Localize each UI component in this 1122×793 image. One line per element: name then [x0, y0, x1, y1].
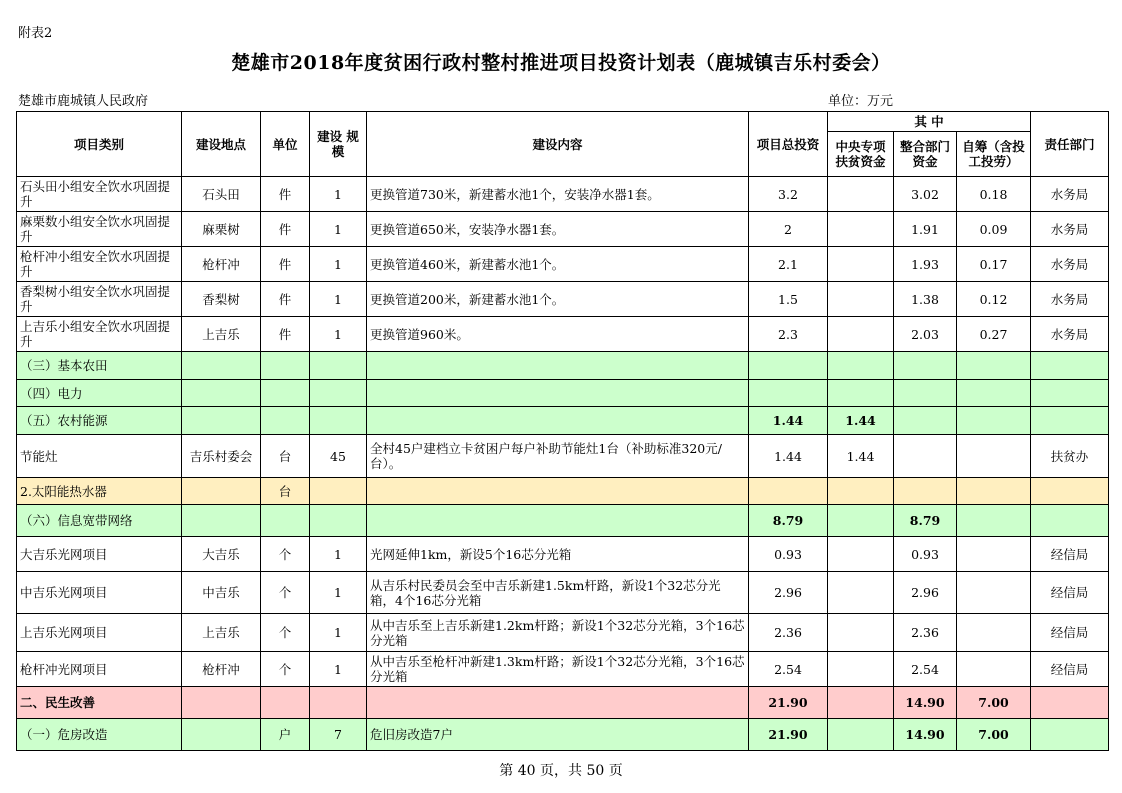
- cell-dept: 经信局: [1031, 537, 1109, 572]
- cell-category: （五）农村能源: [17, 407, 182, 435]
- cell-unit: 件: [261, 212, 310, 247]
- header-of-which: 其 中: [828, 112, 1031, 132]
- cell-scale: [310, 352, 367, 380]
- cell-central: [828, 177, 894, 212]
- cell-unit: 个: [261, 572, 310, 614]
- cell-unit: 件: [261, 282, 310, 317]
- cell-unit: 件: [261, 247, 310, 282]
- cell-scale: 1: [310, 652, 367, 687]
- cell-content: 从中吉乐至上吉乐新建1.2km杆路；新设1个32芯分光箱，3个16芯分光箱: [367, 614, 749, 652]
- cell-integrated: 2.36: [894, 614, 957, 652]
- cell-total: 21.90: [749, 719, 828, 751]
- cell-category: 中吉乐光网项目: [17, 572, 182, 614]
- cell-self: 0.12: [957, 282, 1031, 317]
- cell-content: 更换管道960米。: [367, 317, 749, 352]
- cell-location: [182, 352, 261, 380]
- cell-self: [957, 614, 1031, 652]
- cell-category: 大吉乐光网项目: [17, 537, 182, 572]
- cell-dept: 水务局: [1031, 282, 1109, 317]
- cell-location: 上吉乐: [182, 614, 261, 652]
- cell-location: 中吉乐: [182, 572, 261, 614]
- cell-integrated: [894, 478, 957, 505]
- header-dept: 责任部门: [1031, 112, 1109, 177]
- cell-integrated: 2.96: [894, 572, 957, 614]
- cell-scale: 1: [310, 177, 367, 212]
- cell-self: 0.17: [957, 247, 1031, 282]
- cell-central: [828, 212, 894, 247]
- cell-location: 香梨树: [182, 282, 261, 317]
- table-row: [17, 177, 1109, 212]
- cell-total: [749, 380, 828, 407]
- header-content: 建设内容: [367, 112, 749, 177]
- cell-integrated: 2.03: [894, 317, 957, 352]
- cell-category: 枪杆冲光网项目: [17, 652, 182, 687]
- cell-total: 1.44: [749, 407, 828, 435]
- table-row: [17, 247, 1109, 282]
- cell-integrated: 2.54: [894, 652, 957, 687]
- header-integrated-fund: 整合部门资金: [894, 132, 957, 177]
- cell-self: [957, 407, 1031, 435]
- table-row: [17, 212, 1109, 247]
- cell-location: 上吉乐: [182, 317, 261, 352]
- cell-central: [828, 505, 894, 537]
- cell-dept: 经信局: [1031, 614, 1109, 652]
- cell-integrated: 1.91: [894, 212, 957, 247]
- cell-self: 0.09: [957, 212, 1031, 247]
- cell-scale: 1: [310, 282, 367, 317]
- cell-location: 麻栗树: [182, 212, 261, 247]
- cell-self: 0.18: [957, 177, 1031, 212]
- table-row: [17, 652, 1109, 687]
- table-row: [17, 572, 1109, 614]
- cell-location: 大吉乐: [182, 537, 261, 572]
- cell-scale: [310, 407, 367, 435]
- cell-integrated: 14.90: [894, 687, 957, 719]
- cell-self: 0.27: [957, 317, 1031, 352]
- cell-content: 危旧房改造7户: [367, 719, 749, 751]
- cell-total: 2.96: [749, 572, 828, 614]
- cell-integrated: [894, 380, 957, 407]
- cell-scale: [310, 505, 367, 537]
- cell-scale: 1: [310, 537, 367, 572]
- cell-central: [828, 317, 894, 352]
- table-row: [17, 687, 1109, 719]
- header-unit: 单位: [261, 112, 310, 177]
- cell-location: [182, 407, 261, 435]
- cell-central: [828, 247, 894, 282]
- table-row: [17, 282, 1109, 317]
- cell-scale: [310, 478, 367, 505]
- cell-category: （六）信息宽带网络: [17, 505, 182, 537]
- table-row: [17, 380, 1109, 407]
- table-row: [17, 317, 1109, 352]
- organization-name: 楚雄市鹿城镇人民政府: [18, 94, 149, 109]
- cell-dept: 扶贫办: [1031, 435, 1109, 478]
- cell-dept: [1031, 352, 1109, 380]
- cell-integrated: 0.93: [894, 537, 957, 572]
- cell-content: 从吉乐村民委员会至中吉乐新建1.5km杆路，新设1个32芯分光箱，4个16芯分光箱: [367, 572, 749, 614]
- header-central-fund: 中央专项扶贫资金: [828, 132, 894, 177]
- cell-dept: 水务局: [1031, 177, 1109, 212]
- cell-unit: 台: [261, 478, 310, 505]
- cell-unit: [261, 505, 310, 537]
- cell-self: 7.00: [957, 687, 1031, 719]
- cell-total: 21.90: [749, 687, 828, 719]
- cell-content: [367, 352, 749, 380]
- cell-self: [957, 572, 1031, 614]
- cell-dept: 水务局: [1031, 247, 1109, 282]
- cell-total: 2: [749, 212, 828, 247]
- cell-category: 香梨树小组安全饮水巩固提升: [17, 282, 182, 317]
- cell-self: [957, 435, 1031, 478]
- cell-category: 节能灶: [17, 435, 182, 478]
- cell-scale: 1: [310, 572, 367, 614]
- cell-location: [182, 687, 261, 719]
- cell-unit: 件: [261, 177, 310, 212]
- cell-scale: 1: [310, 317, 367, 352]
- cell-self: [957, 652, 1031, 687]
- cell-category: 麻栗数小组安全饮水巩固提升: [17, 212, 182, 247]
- cell-central: [828, 352, 894, 380]
- cell-total: 0.93: [749, 537, 828, 572]
- cell-total: 8.79: [749, 505, 828, 537]
- cell-location: [182, 505, 261, 537]
- cell-unit: [261, 380, 310, 407]
- cell-unit: 户: [261, 719, 310, 751]
- cell-dept: [1031, 407, 1109, 435]
- cell-content: 更换管道730米，新建蓄水池1个，安装净水器1套。: [367, 177, 749, 212]
- cell-content: 从中吉乐至枪杆冲新建1.3km杆路；新设1个32芯分光箱，3个16芯分光箱: [367, 652, 749, 687]
- cell-category: 上吉乐小组安全饮水巩固提升: [17, 317, 182, 352]
- cell-location: [182, 478, 261, 505]
- cell-integrated: 1.93: [894, 247, 957, 282]
- cell-self: [957, 478, 1031, 505]
- cell-content: 全村45户建档立卡贫困户每户补助节能灶1台（补助标准320元/台）。: [367, 435, 749, 478]
- page-footer: 第 40 页，共 50 页: [499, 763, 623, 779]
- cell-unit: 个: [261, 652, 310, 687]
- cell-unit: [261, 407, 310, 435]
- cell-scale: [310, 380, 367, 407]
- cell-central: [828, 478, 894, 505]
- cell-integrated: [894, 407, 957, 435]
- cell-unit: [261, 687, 310, 719]
- table-row: [17, 719, 1109, 751]
- cell-central: [828, 687, 894, 719]
- table-row: [17, 614, 1109, 652]
- cell-content: [367, 505, 749, 537]
- cell-self: [957, 505, 1031, 537]
- cell-category: （四）电力: [17, 380, 182, 407]
- cell-content: [367, 687, 749, 719]
- header-scale: 建设 规模: [310, 112, 367, 177]
- cell-content: [367, 407, 749, 435]
- cell-dept: 经信局: [1031, 652, 1109, 687]
- cell-unit: 个: [261, 537, 310, 572]
- cell-central: 1.44: [828, 435, 894, 478]
- cell-dept: [1031, 719, 1109, 751]
- cell-category: 石头田小组安全饮水巩固提升: [17, 177, 182, 212]
- annex-label: 附表2: [18, 26, 53, 41]
- cell-integrated: 8.79: [894, 505, 957, 537]
- cell-central: [828, 614, 894, 652]
- cell-integrated: 14.90: [894, 719, 957, 751]
- cell-scale: [310, 687, 367, 719]
- cell-self: 7.00: [957, 719, 1031, 751]
- cell-unit: 件: [261, 317, 310, 352]
- cell-dept: [1031, 380, 1109, 407]
- cell-total: 2.1: [749, 247, 828, 282]
- cell-total: 2.3: [749, 317, 828, 352]
- cell-scale: 45: [310, 435, 367, 478]
- cell-category: （三）基本农田: [17, 352, 182, 380]
- cell-self: [957, 537, 1031, 572]
- cell-category: （一）危房改造: [17, 719, 182, 751]
- cell-content: 更换管道200米，新建蓄水池1个。: [367, 282, 749, 317]
- page-title: 楚雄市2018年度贫困行政村整村推进项目投资计划表（鹿城镇吉乐村委会）: [231, 52, 891, 74]
- cell-self: [957, 380, 1031, 407]
- cell-central: [828, 572, 894, 614]
- cell-central: [828, 537, 894, 572]
- table-row: [17, 352, 1109, 380]
- investment-plan-table: [16, 111, 1109, 751]
- cell-integrated: 1.38: [894, 282, 957, 317]
- cell-content: [367, 380, 749, 407]
- cell-total: [749, 352, 828, 380]
- cell-unit: 台: [261, 435, 310, 478]
- cell-central: [828, 652, 894, 687]
- cell-category: 枪杆冲小组安全饮水巩固提升: [17, 247, 182, 282]
- cell-content: 光网延伸1km，新设5个16芯分光箱: [367, 537, 749, 572]
- cell-content: [367, 478, 749, 505]
- cell-central: [828, 719, 894, 751]
- table-row: [17, 407, 1109, 435]
- cell-dept: [1031, 478, 1109, 505]
- cell-central: 1.44: [828, 407, 894, 435]
- cell-integrated: 3.02: [894, 177, 957, 212]
- cell-unit: [261, 352, 310, 380]
- cell-self: [957, 352, 1031, 380]
- header-category: 项目类别: [17, 112, 182, 177]
- cell-scale: 1: [310, 212, 367, 247]
- cell-location: 吉乐村委会: [182, 435, 261, 478]
- cell-central: [828, 282, 894, 317]
- cell-dept: 经信局: [1031, 572, 1109, 614]
- cell-category: 二、民生改善: [17, 687, 182, 719]
- cell-location: [182, 380, 261, 407]
- cell-integrated: [894, 352, 957, 380]
- cell-dept: 水务局: [1031, 212, 1109, 247]
- cell-scale: 1: [310, 614, 367, 652]
- header-self-fund: 自筹（含投工投劳）: [957, 132, 1031, 177]
- cell-dept: [1031, 687, 1109, 719]
- cell-location: 枪杆冲: [182, 247, 261, 282]
- table-row: [17, 537, 1109, 572]
- cell-content: 更换管道650米，安装净水器1套。: [367, 212, 749, 247]
- cell-dept: [1031, 505, 1109, 537]
- cell-total: 2.36: [749, 614, 828, 652]
- cell-content: 更换管道460米，新建蓄水池1个。: [367, 247, 749, 282]
- header-total: 项目总投资: [749, 112, 828, 177]
- cell-scale: 1: [310, 247, 367, 282]
- cell-scale: 7: [310, 719, 367, 751]
- cell-total: [749, 478, 828, 505]
- cell-unit: 个: [261, 614, 310, 652]
- cell-dept: 水务局: [1031, 317, 1109, 352]
- cell-category: 上吉乐光网项目: [17, 614, 182, 652]
- cell-location: [182, 719, 261, 751]
- cell-category: 2.太阳能热水器: [17, 478, 182, 505]
- cell-total: 1.44: [749, 435, 828, 478]
- cell-central: [828, 380, 894, 407]
- cell-total: 1.5: [749, 282, 828, 317]
- table-row: [17, 478, 1109, 505]
- table-row: [17, 435, 1109, 478]
- cell-total: 2.54: [749, 652, 828, 687]
- cell-location: 枪杆冲: [182, 652, 261, 687]
- table-row: [17, 505, 1109, 537]
- cell-integrated: [894, 435, 957, 478]
- cell-location: 石头田: [182, 177, 261, 212]
- cell-total: 3.2: [749, 177, 828, 212]
- header-location: 建设地点: [182, 112, 261, 177]
- unit-label: 单位：万元: [828, 94, 894, 109]
